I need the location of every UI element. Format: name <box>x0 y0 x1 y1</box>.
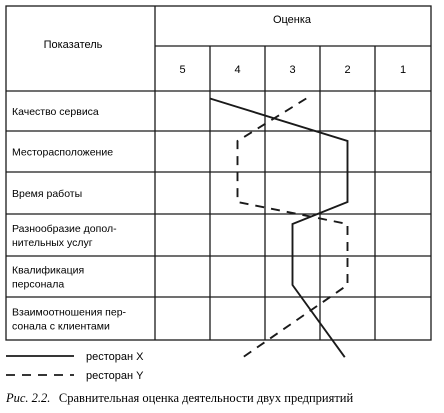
score-label: 4 <box>234 64 241 76</box>
table-grid <box>6 6 431 340</box>
row-labels <box>12 106 127 333</box>
row-label: Месторасположение <box>12 146 114 159</box>
row-label: Разнообразие допол- <box>12 223 117 235</box>
score-label: 3 <box>289 64 296 76</box>
row-label: Качество сервиса <box>12 106 99 118</box>
score-label: 5 <box>179 64 186 76</box>
indicator-header: Показатель <box>43 39 103 51</box>
row-label: персонала <box>12 278 65 291</box>
legend <box>6 351 144 382</box>
score-label: 1 <box>399 64 407 76</box>
legend-y-label: ресторан Y <box>86 370 144 382</box>
caption-text: Сравнительная оценка деятельности двух предприятий <box>58 391 354 405</box>
series-line-restaurant-x <box>210 99 348 358</box>
row-label: сонала с клиентами <box>12 320 110 333</box>
figure-caption <box>5 391 353 405</box>
legend-x-label: ресторан X <box>86 351 144 363</box>
row-label: Квалификация <box>12 264 85 277</box>
score-label: 2 <box>344 64 351 76</box>
series-lines <box>210 99 348 358</box>
table-border <box>6 6 431 340</box>
row-label: нительных услуг <box>12 237 93 249</box>
score-labels <box>179 64 406 76</box>
caption-prefix: Рис. 2.2. <box>6 391 51 405</box>
row-label: Время работы <box>12 188 83 200</box>
rating-header: Оценка <box>272 14 312 26</box>
row-label: Взаимоотношения пер- <box>12 306 127 319</box>
